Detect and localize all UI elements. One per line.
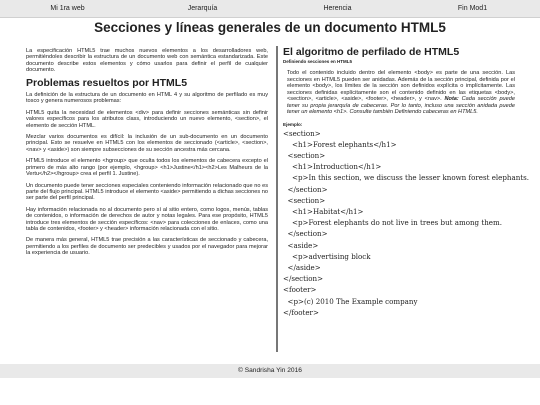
paragraph-3: Mezclar varios documentos es difícil: la inclusión de un sub-documento en un documento principal. Esto se resuelve en HTML5 con los elementos de seccionado (<article>, <section>, <nav> y <aside>) son siempre subsecciones de su sección ancestra más cercana. <box>26 134 268 153</box>
left-column <box>26 48 268 262</box>
code-line: <section> <box>283 128 321 138</box>
code-line: </section> <box>283 184 328 194</box>
nav-link-herencia[interactable]: Herencia <box>323 5 352 12</box>
paragraph-7: De manera más general, HTML5 trae precisión a las características de seccionado y cabecera, permitiendo a los perfiles de documento ser predecibles y usados por el navegador para mejorar la experiencia de usuario. <box>26 237 268 257</box>
sections-paragraph <box>283 70 515 116</box>
sections-body-text: Todo el contenido incluido dentro del elemento <body> es parte de una sección. Las secciones en HTML5 pueden ser anidadas. Además de la sección principal, definida por el elemento <body>, los límites de la sección son definidos explícita o implícitamente. Las secciones definidas explícitamente son el contenido definido en las etiquetas <body>, <section>, <article>, <aside>, <footer>, <header>, y <nav>. <box>287 70 515 102</box>
code-line: <p>(c) 2010 The Example company <box>283 296 418 306</box>
problems-heading: Problemas resueltos por HTML5 <box>26 76 188 89</box>
paragraph-5: Un documento puede tener secciones especiales conteniendo información relacionado que no es parte del flujo principal. HTML5 introduce el elemento <aside> permitiendo a dichas secciones no ser parte del perfil principal. <box>26 182 268 202</box>
algorithm-heading: El algoritmo de perfilado de HTML5 <box>283 46 460 58</box>
code-line: <p>In this section, we discuss the lesser known forest elephants. <box>283 173 530 183</box>
code-line: <h1>Forest elephants</h1> <box>283 139 397 149</box>
top-navigation <box>0 0 540 18</box>
code-line: </section> <box>283 229 328 239</box>
example-label: Ejemplo: <box>283 121 303 127</box>
column-divider <box>276 46 278 352</box>
algorithm-subheading: Definiendo secciones en HTML5 <box>283 59 353 64</box>
code-line: <p>Forest elephants do not live in trees but among them. <box>283 218 502 228</box>
paragraph-6: Hay información relacionada no al documento pero sí al sitio entero, como logos, menús, tablas de contenidos, o información de derechos de autor y notas legales. Para ese propósito, HTML5 introduce tres elementos de sección específicos: <nav> para colecciones de enlaces, como una tabla de contenidos, <footer> y <header> información relacionada con el sitio. <box>26 206 268 232</box>
right-column <box>283 46 530 318</box>
paragraph-4: HTML5 introduce el elemento <hgroup> que oculta todos los elementos de cabecera excepto el primero de más alto rango (por ejemplo, <hgroup> <h1>Justine</h1><h2>Les Malheurs de la Vertu</h2></hgroup> crea el perfil 1. Justine). <box>26 158 268 178</box>
page-title: Secciones y líneas generales de un documento HTML5 <box>94 20 446 35</box>
code-line: <h1>Habitat</h1> <box>283 206 364 216</box>
code-line: <aside> <box>283 240 319 250</box>
nav-link-jerarquia[interactable]: Jerarquía <box>187 5 218 12</box>
code-line: <p>advertising block <box>283 251 371 261</box>
code-line: </footer> <box>283 307 319 317</box>
page-footer: © Sandrisha Yin 2016 <box>0 364 540 378</box>
nav-link-fin-mod1[interactable]: Fin Mod1 <box>457 5 488 12</box>
note-text: Cada sección puede tener su propia jerarquía de cabeceras. Por lo tanto, incluso una sección anidada puede tener un elemento <h1>. Consulte también Definiendo cabeceras en HTML5. <box>287 96 515 115</box>
code-line: <section> <box>283 150 326 160</box>
code-line: <section> <box>283 195 326 205</box>
note-label: Nota: <box>444 96 459 102</box>
code-line: <h1>Introduction</h1> <box>283 162 382 172</box>
code-line: </aside> <box>283 262 321 272</box>
intro-paragraph: La especificación HTML5 trae muchos nuevos elementos a los desarrolladores web, permitiéndoles describir la estructura de un documento web con semántica estandarizada. Este documento describe estos elementos y cómo usarlos para definir el perfil de cualquier documento. <box>26 48 268 74</box>
code-line: <footer> <box>283 285 317 295</box>
code-line: </section> <box>283 274 324 284</box>
code-example <box>283 128 530 318</box>
paragraph-2: HTML5 quita la necesidad de elementos <div> para definir secciones semánticas sin definir valores específicos para los atributos class, introduciendo un nuevo elemento, <section>, el elemento de sección HTML. <box>26 109 268 129</box>
nav-link-mi-1ra-web[interactable]: Mi 1ra web <box>50 5 85 12</box>
paragraph-1: La definición de la estructura de un documento en HTML 4 y su algoritmo de perfilado es muy tosco y genera numerosos problemas: <box>26 92 268 105</box>
